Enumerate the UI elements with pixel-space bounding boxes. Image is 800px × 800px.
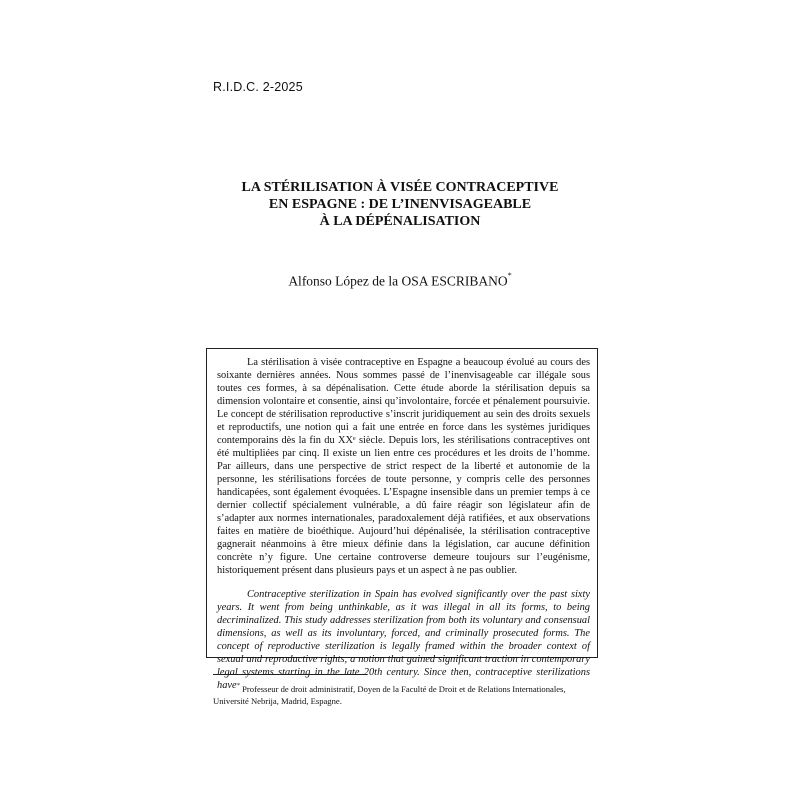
footnote-mark: * [237, 683, 240, 689]
title-line-2: EN ESPAGNE : DE L’INENVISAGEABLE [268, 197, 532, 212]
author-line [160, 273, 640, 290]
author-name: Alfonso López de la OSA ESCRIBANO [288, 273, 508, 289]
abstract-french: La stérilisation à visée contraceptive en Espagne a beaucoup évolué au cours des soixante dernières années. Nous sommes passé de l’inenvisageable car illégale sous toutes ces formes, à sa dépénalisation. Cette étude aborde la stérilisation depuis sa dimension volontaire et consentie, ainsi qu’involontaire, forcée et pénalement poursuivie. Le concept de stérilisation reproductive s’inscrit juridiquement au sein des droits sexuels et reproductifs, une notion qui a fait une entrée en force dans les systèmes juridiques contemporains dès la fin du XXᵉ siècle. Depuis lors, les stérilisations contraceptives ont été multipliées par cinq. Il existe un lien entre ces procédures et les droits de l’homme. Par ailleurs, dans une perspective de strict respect de la liberté et autonomie de la personne, les stérilisations forcées de toute personne, y compris celle des personnes handicapées, sont également évoquées. L’Espagne insensible dans un premier temps à ce dernier collectif spécialement vulnérable, a dû faire réagir son législateur afin de s’adapter aux normes internationales, paradoxalement déjà ratifiées, et aux observations faites en matière de bioéthique. Aujourd’hui dépénalisée, la stérilisation contraceptive gagnerait néanmoins à être mieux définie dans la législation, car aucune définition concrète n’y figure. Une certaine controverse demeure toujours sur l’eugénisme, historiquement présent dans plusieurs pays et un aspect à ne pas oublier. [217, 357, 590, 576]
title-line-1: LA STÉRILISATION À VISÉE CONTRACEPTIVE [241, 180, 559, 195]
footnote [213, 681, 595, 707]
article-title [160, 179, 640, 230]
abstract-box [206, 348, 598, 691]
footnote-text: Professeur de droit administratif, Doyen de la Faculté de Droit et de Relations Internationales, Université Nebrija, Madrid, Espagne. [213, 683, 566, 706]
abstract-english: Contraceptive sterilization in Spain has evolved significantly over the past sixty years. It went from being unthinkable, as it was illegal in all its forms, to being decriminalized. This study addresses sterilization from both its voluntary and consensual dimensions, as well as its involuntary, forced, and criminally prosecuted forms. The concept of reproductive sterilization is legally framed within the broader context of sexual and reproductive rights, a notion that gained significant traction in contemporary legal systems starting in the late 20th century. Since then, contraceptive sterilizations have [217, 589, 590, 691]
journal-reference: R.I.D.C. 2-2025 [213, 80, 303, 94]
footnote-divider [213, 674, 367, 675]
title-line-3: À LA DÉPÉNALISATION [319, 214, 481, 229]
author-footnote-mark: * [507, 271, 512, 280]
